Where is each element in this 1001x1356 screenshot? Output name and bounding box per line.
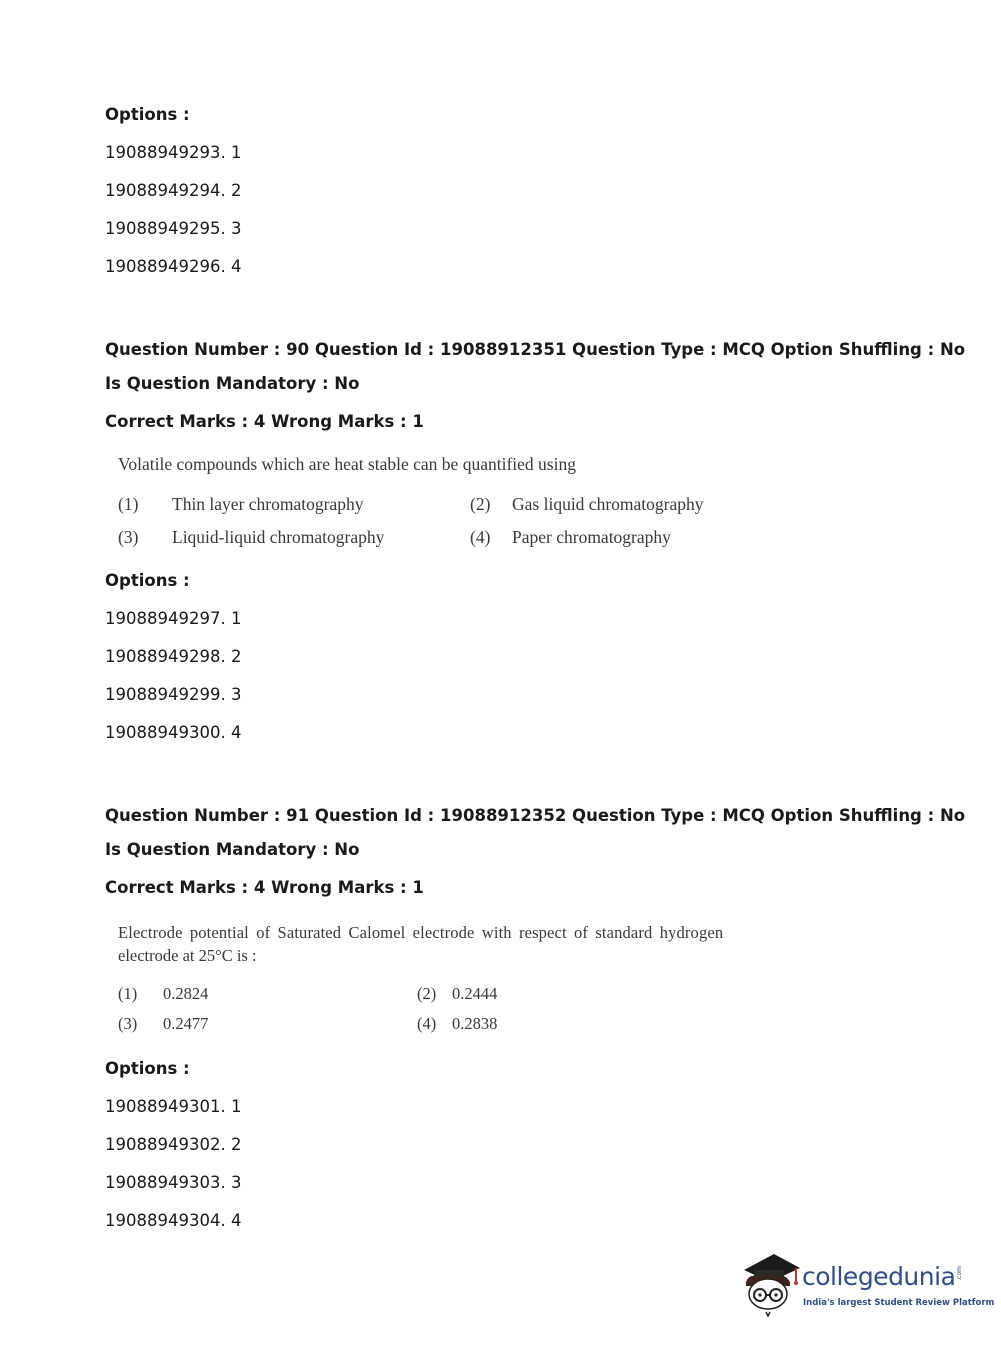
- question-text: Electrode potential of Saturated Calomel electrode with respect of standard hydrogen: [118, 923, 724, 942]
- choice-number: (1): [118, 494, 139, 514]
- option-line: 19088949304. 4: [105, 1211, 242, 1230]
- student-mascot-icon: [740, 1248, 800, 1320]
- choice-text: 0.2444: [452, 984, 498, 1003]
- choice-text: 0.2824: [163, 984, 209, 1003]
- collegedunia-logo: [740, 1248, 995, 1320]
- question-mandatory: Is Question Mandatory : No: [105, 374, 360, 393]
- choice-number: (3): [118, 1014, 138, 1033]
- choice-number: (2): [417, 984, 437, 1003]
- question-header: Question Number : 90 Question Id : 19088912351 Question Type : MCQ Option Shuffling : No: [105, 340, 966, 359]
- choice-text: 0.2838: [452, 1014, 498, 1033]
- option-line: 19088949294. 2: [105, 181, 242, 200]
- option-line: 19088949298. 2: [105, 647, 242, 666]
- question-mandatory: Is Question Mandatory : No: [105, 840, 360, 859]
- choice-number: (3): [118, 527, 139, 547]
- choice-number: (4): [470, 527, 491, 547]
- choice-text: Paper chromatography: [512, 527, 671, 547]
- option-line: 19088949296. 4: [105, 257, 242, 276]
- option-line: 19088949301. 1: [105, 1097, 242, 1116]
- option-line: 19088949297. 1: [105, 609, 242, 628]
- question-text-continued: electrode at 25°C is :: [118, 946, 257, 965]
- logo-tagline: India's largest Student Review Platform: [803, 1298, 995, 1308]
- choice-number: (2): [470, 494, 491, 514]
- logo-wordmark: collegedunia: [802, 1262, 956, 1291]
- choice-number: (1): [118, 984, 138, 1003]
- option-line: 19088949303. 3: [105, 1173, 242, 1192]
- question-marks: Correct Marks : 4 Wrong Marks : 1: [105, 412, 424, 431]
- option-line: 19088949302. 2: [105, 1135, 242, 1154]
- choice-number: (4): [417, 1014, 437, 1033]
- options-label: Options :: [105, 1059, 190, 1078]
- choice-text: Thin layer chromatography: [172, 494, 364, 514]
- options-label: Options :: [105, 105, 190, 124]
- options-label: Options :: [105, 571, 190, 590]
- option-line: 19088949295. 3: [105, 219, 242, 238]
- question-text: Volatile compounds which are heat stable can be quantified using: [118, 454, 576, 474]
- question-marks: Correct Marks : 4 Wrong Marks : 1: [105, 878, 424, 897]
- logo-domain: .com: [956, 1266, 963, 1281]
- question-header: Question Number : 91 Question Id : 19088912352 Question Type : MCQ Option Shuffling : No: [105, 806, 966, 825]
- choice-text: Liquid-liquid chromatography: [172, 527, 385, 547]
- choice-text: 0.2477: [163, 1014, 209, 1033]
- option-line: 19088949293. 1: [105, 143, 242, 162]
- option-line: 19088949300. 4: [105, 723, 242, 742]
- option-line: 19088949299. 3: [105, 685, 242, 704]
- choice-text: Gas liquid chromatography: [512, 494, 704, 514]
